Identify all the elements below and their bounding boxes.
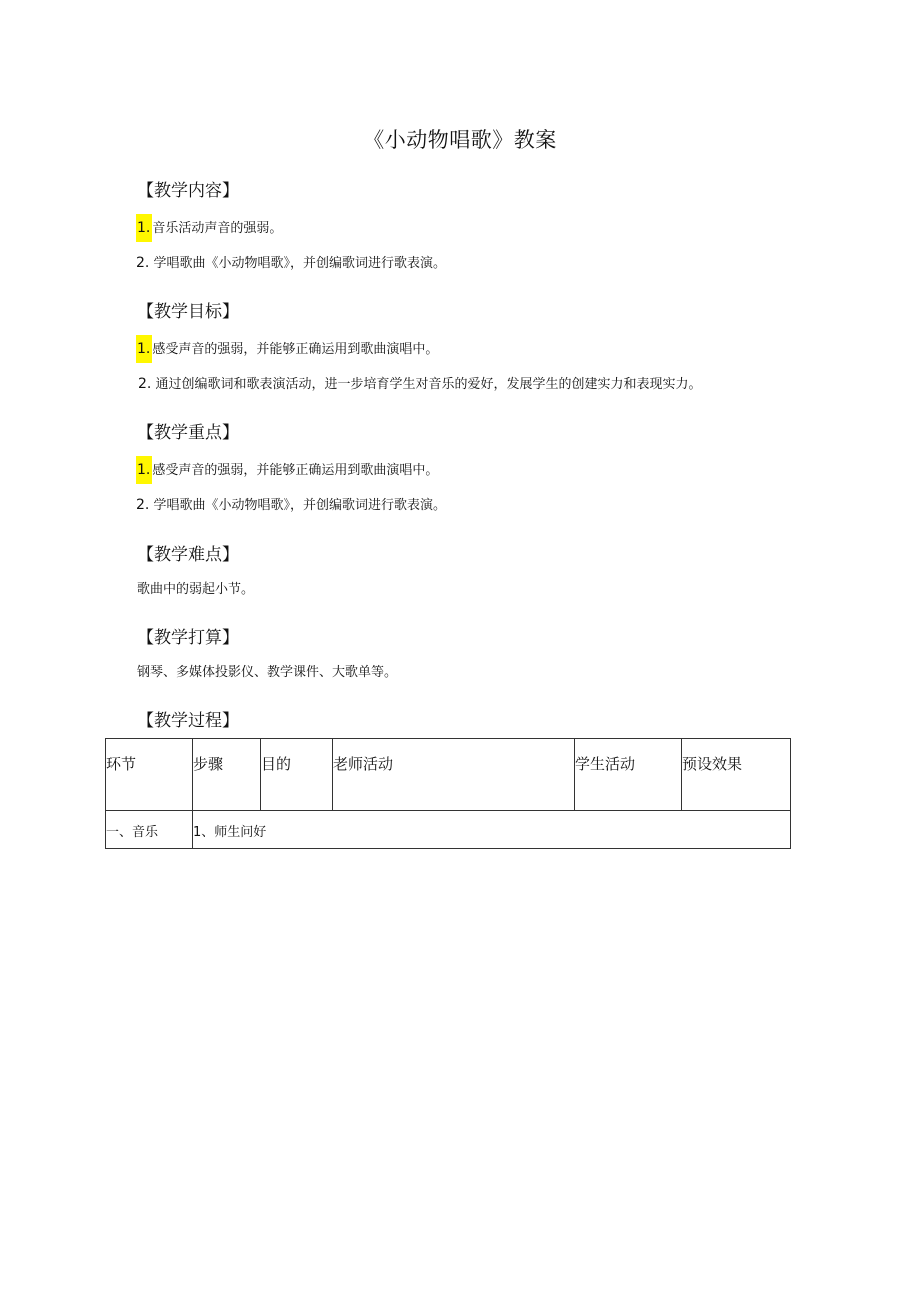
- content-item-1: [136, 214, 282, 242]
- keypoints-item-1: [136, 456, 438, 484]
- page-title: 《小动物唱歌》教案: [363, 128, 557, 152]
- item-text: 通过创编歌词和歌表演活动，进一步培育学生对音乐的爱好，发展学生的创建实力和表现实力。: [155, 377, 702, 392]
- process-table: [105, 738, 791, 849]
- prep-text: 钢琴、多媒体投影仪、教学课件、大歌单等。: [137, 665, 398, 680]
- item-number: 2.: [136, 497, 150, 513]
- table-row: [106, 811, 791, 849]
- item-text: 音乐活动声音的强弱。: [152, 221, 283, 236]
- item-number: 2.: [138, 376, 152, 392]
- column-header-student-activity: 学生活动: [575, 739, 682, 811]
- cell-stage: 一、音乐: [106, 811, 193, 849]
- goals-item-2: [138, 373, 702, 395]
- cell-step: 1、师生问好: [193, 811, 791, 849]
- item-text: 学唱歌曲《小动物唱歌》，并创编歌词进行歌表演。: [153, 498, 447, 513]
- item-text: 感受声音的强弱，并能够正确运用到歌曲演唱中。: [152, 463, 439, 478]
- section-heading-keypoints: 【教学重点】: [137, 423, 239, 443]
- item-number: 2.: [136, 255, 150, 271]
- item-number: 1.: [136, 214, 152, 242]
- item-text: 感受声音的强弱，并能够正确运用到歌曲演唱中。: [152, 342, 439, 357]
- column-header-teacher-activity: 老师活动: [333, 739, 575, 811]
- column-header-stage: 环节: [106, 739, 193, 811]
- table-header-row: [106, 739, 791, 811]
- column-header-purpose: 目的: [261, 739, 333, 811]
- section-heading-process: 【教学过程】: [137, 711, 239, 731]
- keypoints-item-2: [136, 494, 446, 516]
- column-header-step: 步骤: [193, 739, 261, 811]
- difficulty-text: 歌曲中的弱起小节。: [137, 582, 255, 597]
- item-number: 1.: [136, 335, 152, 363]
- section-heading-difficulty: 【教学难点】: [137, 545, 239, 565]
- column-header-expected-effect: 预设效果: [682, 739, 791, 811]
- item-text: 学唱歌曲《小动物唱歌》，并创编歌词进行歌表演。: [153, 256, 447, 271]
- item-number: 1.: [136, 456, 152, 484]
- goals-item-1: [136, 335, 438, 363]
- content-item-2: [136, 252, 446, 274]
- section-heading-prep: 【教学打算】: [137, 628, 239, 648]
- section-heading-content: 【教学内容】: [137, 181, 239, 201]
- section-heading-goals: 【教学目标】: [137, 302, 239, 322]
